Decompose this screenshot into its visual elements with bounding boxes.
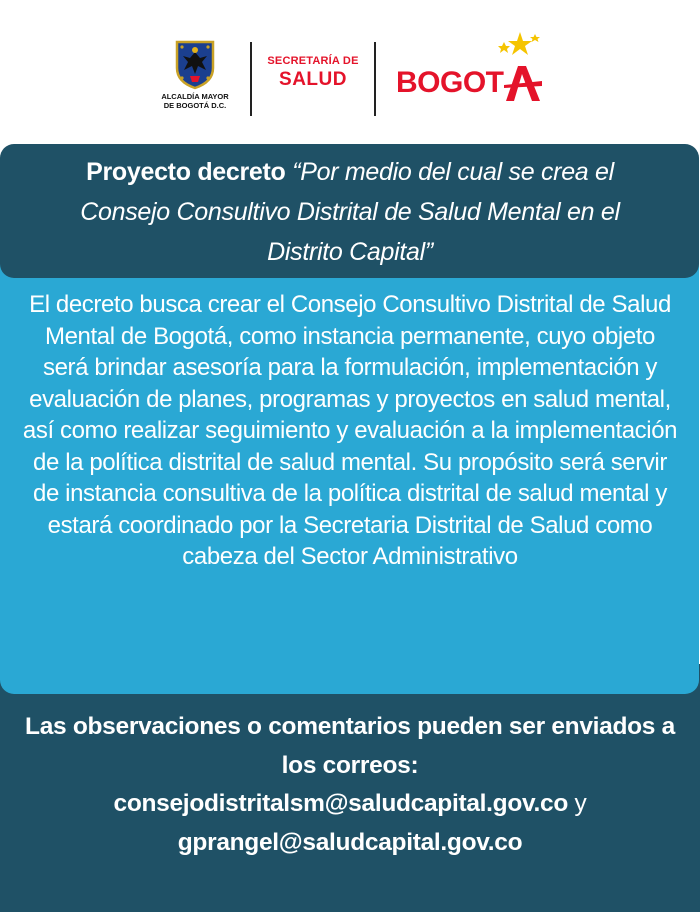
email-conjunction: y bbox=[568, 790, 587, 817]
title-quote: “Por medio del cual se crea el Consejo Consultivo Distrital de Salud Mental en el Distrito Capital” bbox=[80, 158, 620, 266]
contact-intro: Las observaciones o comentarios pueden ser enviados a los correos: bbox=[25, 713, 675, 779]
alcaldia-label: ALCALDÍA MAYOR DE BOGOTÁ D.C. bbox=[161, 92, 229, 110]
email-link[interactable]: gprangel@saludcapital.gov.co bbox=[177, 828, 523, 856]
decree-description: El decreto busca crear el Consejo Consultivo Distrital de Salud Mental de Bogotá, como instancia permanente, cuyo objeto será brindar asesoría para la formulación, implementación y evaluación de planes, programas y proyectos en salud mental, así como realizar seguimiento y evaluación a la implementación de la política distrital de salud mental. Su propósito será servir de instancia consultiva de la política distrital de salud mental y estará coordinado por la Secretaria Distrital de Salud como cabeza del Sector Administrativo bbox=[22, 291, 678, 570]
secretaria-logo bbox=[262, 55, 364, 91]
bogota-wordmark: BOGOT bbox=[396, 66, 504, 99]
title-prefix: Proyecto decreto bbox=[86, 158, 293, 186]
email-link[interactable]: consejodistritalsm@saludcapital.gov.co bbox=[113, 790, 569, 817]
contact-info bbox=[20, 708, 680, 862]
bogota-a-stars-icon bbox=[394, 30, 554, 110]
bogota-logo bbox=[394, 30, 554, 110]
secretaria-line1: SECRETARÍA DE bbox=[267, 55, 359, 67]
bogota-coat-of-arms-icon bbox=[173, 38, 217, 90]
logo-divider bbox=[374, 42, 376, 116]
secretaria-line2: SALUD bbox=[279, 69, 347, 90]
alcaldia-logo bbox=[150, 38, 240, 110]
page-title bbox=[40, 152, 660, 272]
logo-divider bbox=[250, 42, 252, 116]
logo-bar bbox=[0, 0, 700, 146]
